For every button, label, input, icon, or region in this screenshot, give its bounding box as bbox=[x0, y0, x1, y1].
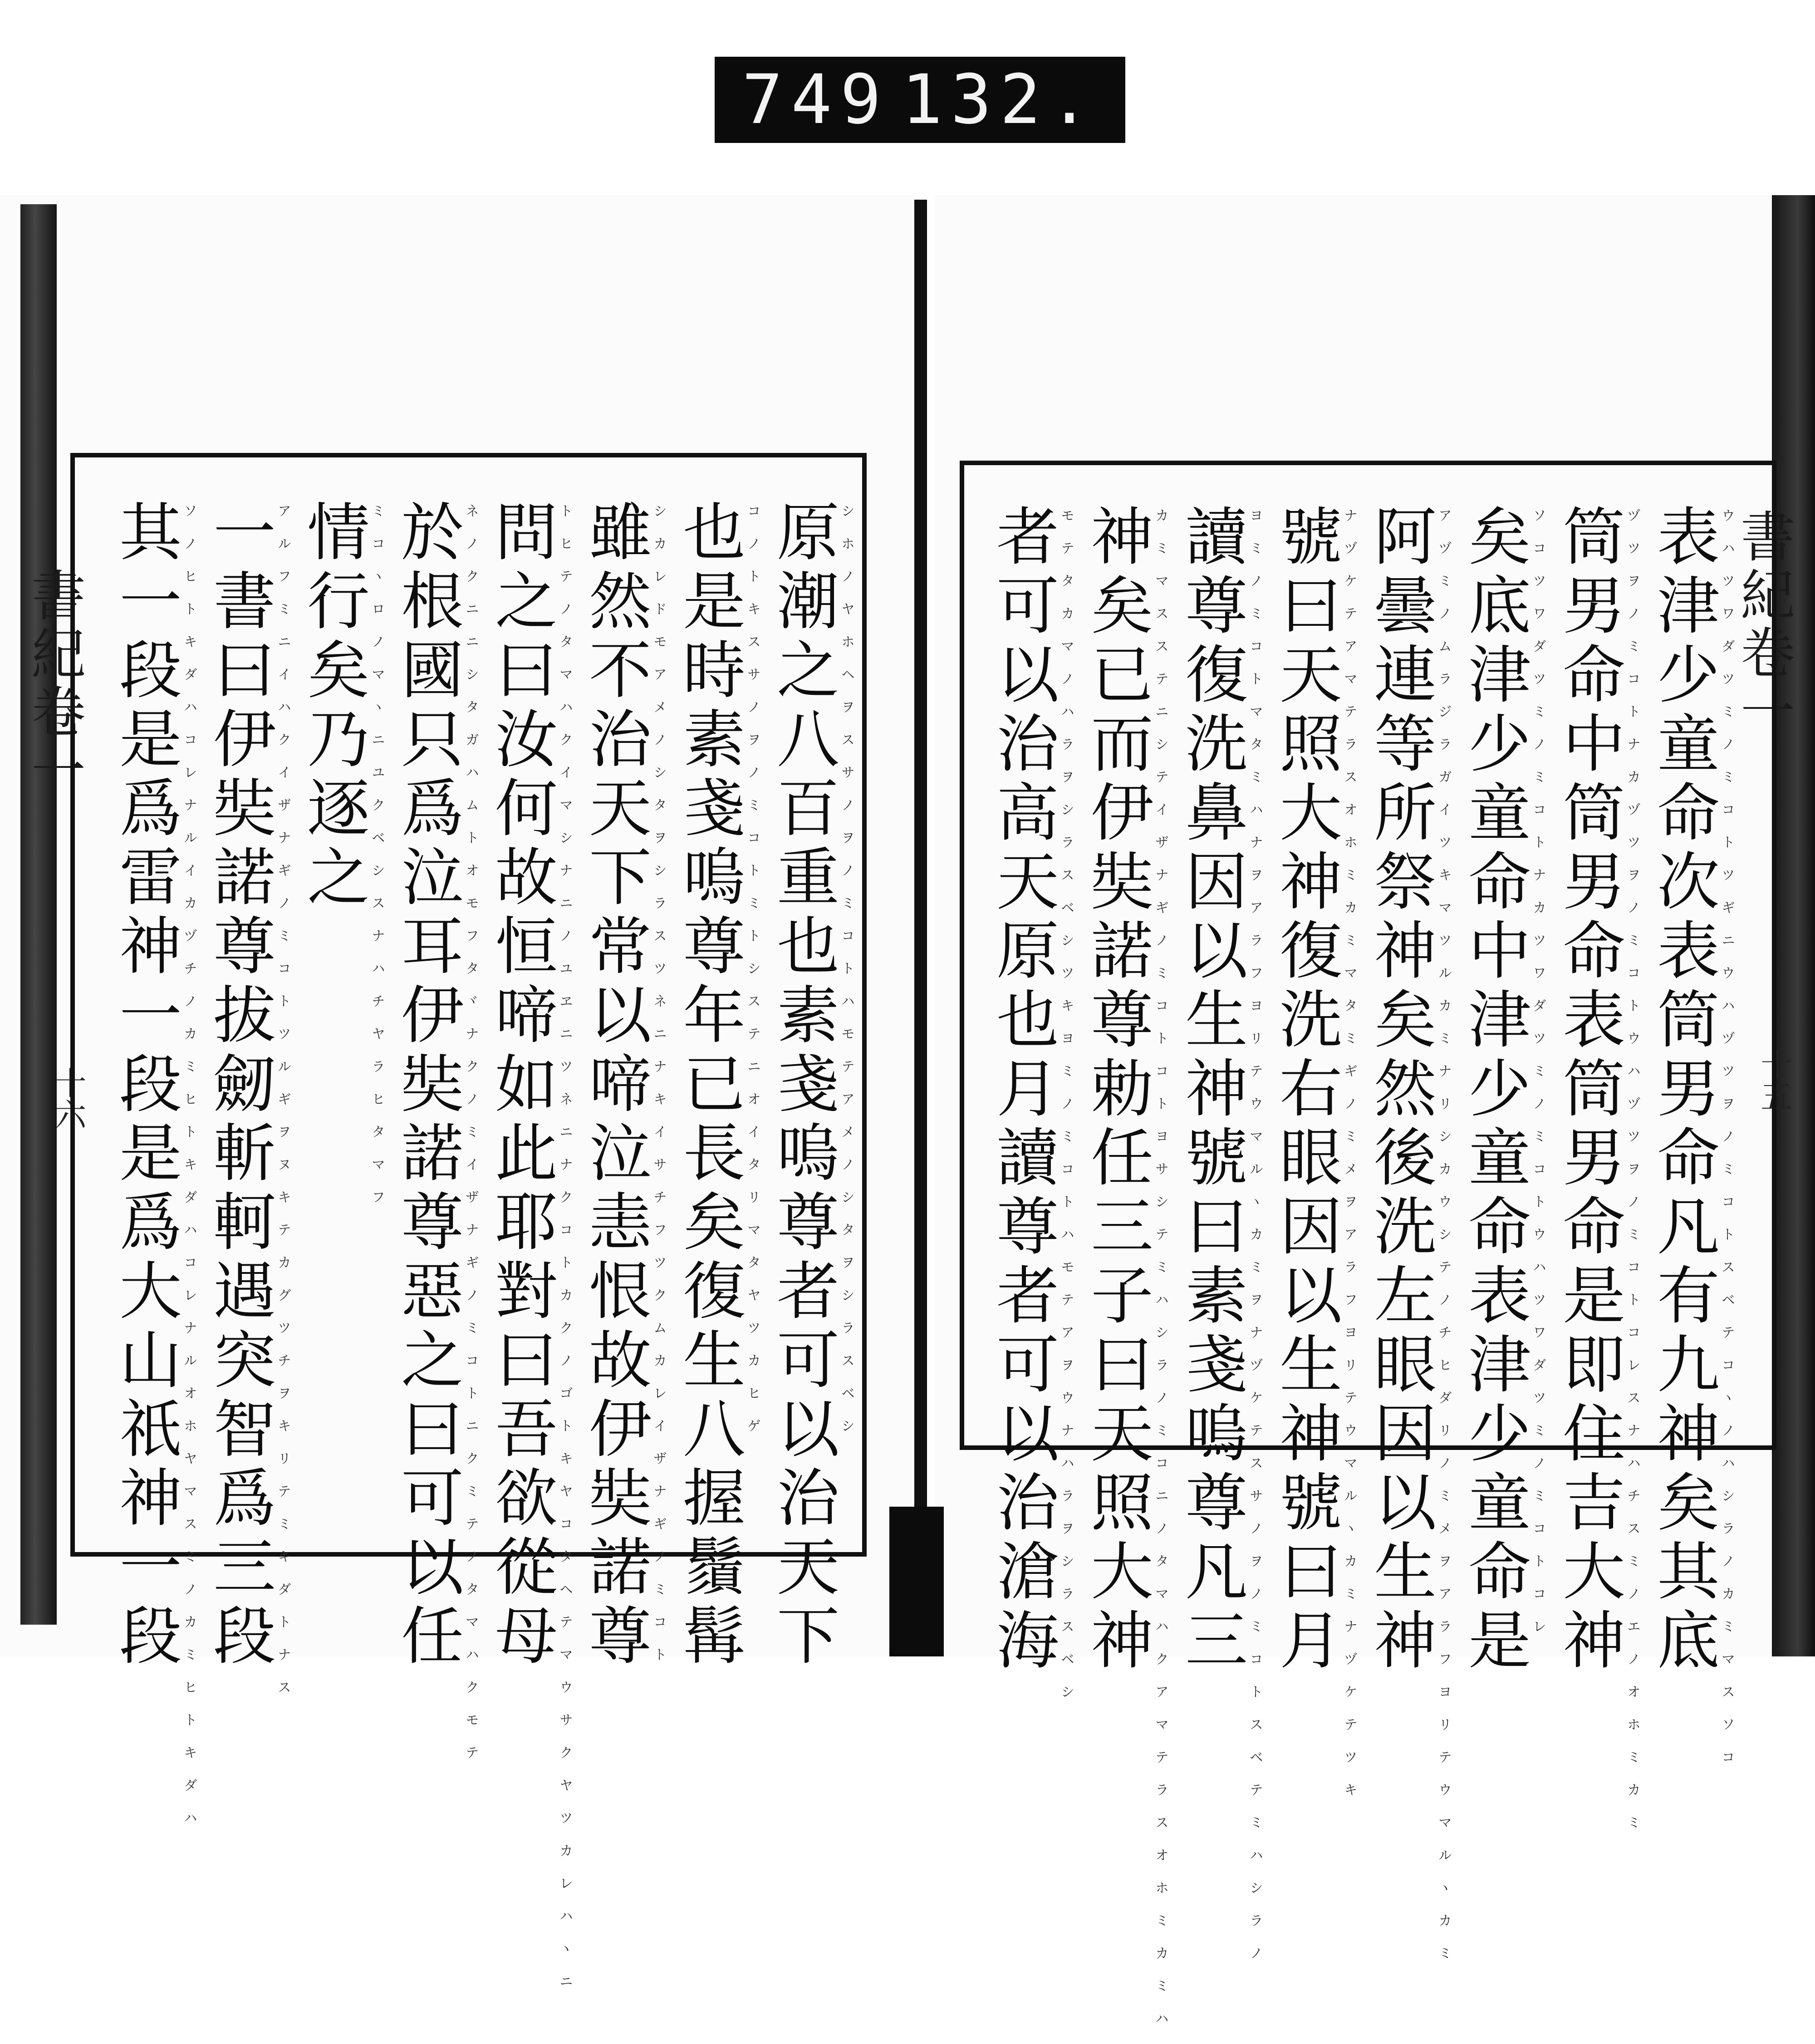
gutter-clip bbox=[889, 1507, 944, 1656]
right-column: 阿曇連等所祭神矣然後洗左眼因以生神 bbox=[1364, 504, 1437, 1676]
left-gloss: ネノクニニシタガハムトオモフタヾナクノミイザナギノミコトニクミテノタマハクモテ bbox=[463, 504, 479, 1778]
left-column: 於根國只爲泣耳伊奘諾尊惡之曰可以任 bbox=[391, 499, 464, 1672]
right-gloss: ヨミノミコトマタミハナヲアラフヨリテウマルヽカミヲナヅケテスサノヲノミコトスベテミハシラノ bbox=[1247, 508, 1263, 1979]
right-gloss: モテタカマノハラヲシラスベシツキヨミノミコトハモテアヲウナハラヲシラスベシ bbox=[1058, 508, 1074, 1717]
left-gloss: ソノヒトキダハコレナルイカヅチノカミヒトキダハコレナルオホヤマスミノカミヒトキダハ bbox=[181, 504, 197, 1843]
right-gloss: アヅミノムラジラガイツキマツルカミナリシカウシテノチヒダリノミメヲアラフヨリテウマルヽカミ bbox=[1436, 508, 1452, 1979]
book-spread bbox=[0, 195, 1815, 2044]
right-gloss: ウハツワダツミノミコトツギニウハヅツヲノミコトスベテコヽノハシラノカミマスソコ bbox=[1719, 508, 1735, 1783]
catalogue-label bbox=[715, 57, 1125, 143]
right-gloss: ヅツヲノミコトナカヅツヲノミコトウハヅツヲノミコトコレスナハチスミノエノオホミカミ bbox=[1624, 508, 1640, 1848]
left-folio: 十六 bbox=[49, 1066, 87, 1130]
right-margin-title: 書紀卷一 bbox=[1732, 508, 1795, 741]
left-gloss: コノトキスサノヲノミコトミトシステニオイタリマタヤツカヒゲ bbox=[745, 504, 760, 1451]
left-column: 其一段是爲雷神一段是爲大山祇神一段 bbox=[109, 499, 182, 1672]
left-column: 情行矣乃逐之 bbox=[297, 499, 370, 913]
right-gloss: ソコツワダツミノミコトナカツワダツミノミコトウハツワダツミノミコトコレ bbox=[1530, 508, 1546, 1652]
right-column: 者可以治高天原也月讀尊者可以治滄海 bbox=[986, 504, 1059, 1676]
right-gloss: カミマスステニシテイザナギノミコトコトヨサシテミハシラノミコニノタマハクアマテラスオホミカミハ bbox=[1153, 508, 1168, 2044]
left-margin-title: 書紀卷一 bbox=[22, 567, 85, 800]
left-column: 也是時素戔嗚尊年已長矣復生八握鬚髯 bbox=[672, 499, 746, 1672]
left-gloss: アルフミニイハクイザナギノミコトツルギヲヌキテカグツチヲキリテミキダトナス bbox=[275, 504, 291, 1713]
left-binding-edge bbox=[20, 204, 57, 1625]
left-column: 雖然不治天下常以啼泣恚恨故伊奘諾尊 bbox=[579, 499, 652, 1672]
left-gloss: シホノヤホヘヲスサノヲノミコトハモテアメノシタヲシラスベシ bbox=[839, 504, 854, 1451]
left-column: 問之曰汝何故恒啼如此耶對曰吾欲從母 bbox=[485, 499, 558, 1672]
catalogue-number-right: 132. bbox=[901, 60, 1098, 139]
catalogue-number-left: 749 bbox=[742, 60, 889, 139]
right-folio: 十五 bbox=[1756, 1048, 1793, 1112]
right-column: 筒男命中筒男命表筒男命是即住吉大神 bbox=[1552, 504, 1625, 1676]
gutter-rod bbox=[914, 200, 927, 1516]
right-column: 神矣已而伊奘諾尊勅任三子曰天照大神 bbox=[1080, 504, 1153, 1676]
right-gloss: ナヅケテアマテラスオホミカミマタミギノミメヲアラフヨリテウマルヽカミナヅケテツキ bbox=[1341, 508, 1357, 1815]
right-column: 讀尊復洗鼻因以生神號曰素戔嗚尊凡三 bbox=[1175, 504, 1248, 1676]
right-binding-edge bbox=[1772, 195, 1815, 1656]
left-gloss: ミコヽロノマヽニユクベシスナハチヤラヒタマフ bbox=[369, 504, 385, 1223]
right-column: 矣底津少童命中津少童命表津少童命是 bbox=[1458, 504, 1531, 1676]
left-gloss: トヒテノタマハクイマシナニノユヱニツネニナクコトカクノゴトキヤコタヘテマウサクヤツカレハヽニ bbox=[557, 504, 573, 2007]
right-column: 表津少童命次表筒男命凡有九神矣其底 bbox=[1647, 504, 1720, 1676]
left-column: 一書曰伊奘諾尊拔劒斬軻遇突智爲三段 bbox=[203, 499, 276, 1672]
left-gloss: シカレドモアメノシタヲシラスツネニナキイサチフツクムカレイザナギノミコト bbox=[651, 504, 667, 1680]
right-column: 號曰天照大神復洗右眼因以生神號曰月 bbox=[1269, 504, 1342, 1676]
left-column: 原潮之八百重也素戔嗚尊者可以治天下 bbox=[766, 499, 839, 1672]
